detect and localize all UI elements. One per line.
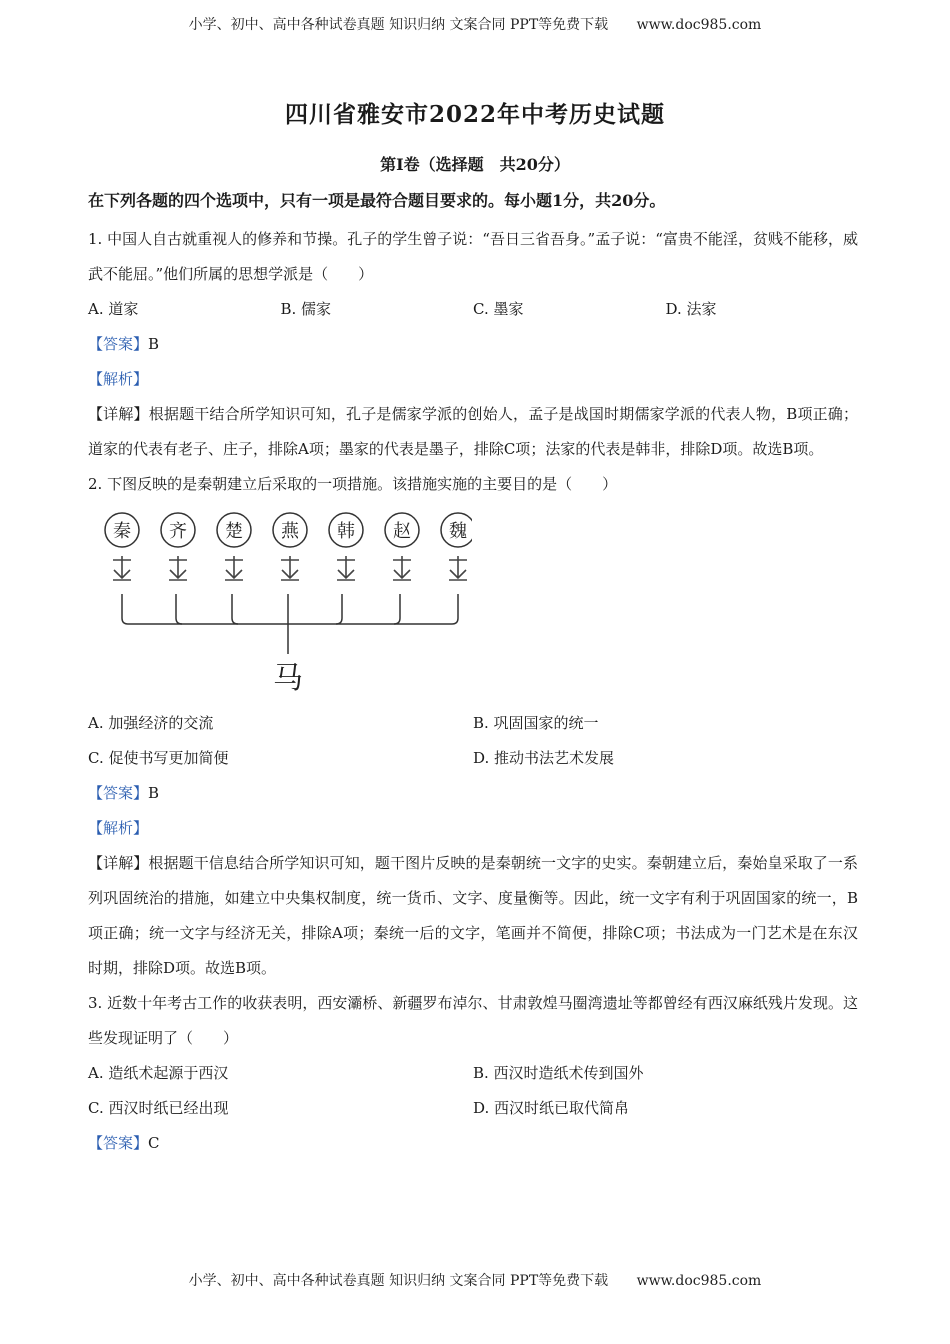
- page-footer: [0, 1270, 950, 1290]
- answer-value: B: [148, 335, 160, 353]
- question-2-stem: 2. 下图反映的是秦朝建立后采取的一项措施。该措施实施的主要目的是（ ）: [88, 475, 618, 493]
- question-1-answer: [88, 327, 858, 362]
- ancient-script-glyph: [393, 556, 411, 580]
- exam-title: 四川省雅安市2022年中考历史试题: [284, 101, 665, 128]
- state-name: 赵: [393, 521, 411, 542]
- option: D. 西汉时纸已取代简帛: [473, 1099, 630, 1117]
- analysis-label: 【解析】: [88, 370, 149, 388]
- question-2-options-row1: [88, 706, 858, 741]
- state-name: 韩: [337, 521, 355, 542]
- option: C. 促使书写更加简便: [88, 749, 229, 767]
- question-1-options: [88, 292, 858, 327]
- question-2-detail: [88, 846, 858, 986]
- question-3-stem: 3. 近数十年考古工作的收获表明，西安灞桥、新疆罗布淖尔、甘肃敦煌马圈湾遗址等都曾经有西汉麻纸残片发现。这些发现证明了（ ）: [88, 994, 858, 1047]
- option: B. 西汉时造纸术传到国外: [473, 1064, 644, 1082]
- question-1-detail: [88, 397, 858, 467]
- question-3-options-row1: [88, 1056, 858, 1091]
- page-header: [0, 14, 950, 34]
- question-3-answer: [88, 1126, 858, 1161]
- question-2-answer: [88, 776, 858, 811]
- question-1-analysis: [88, 362, 858, 397]
- ancient-script-glyph: [281, 556, 299, 580]
- option: A. 道家: [88, 300, 139, 318]
- question-3-options-row2: [88, 1091, 858, 1126]
- detail-text: 根据题干信息结合所学知识可知，题干图片反映的是秦朝统一文字的史实。秦朝建立后，秦始皇采取了一系列巩固统治的措施，如建立中央集权制度，统一货币、文字、度量衡等。因此，统一文字有利于巩固国家的统一，B项正确；统一文字与经济无关，排除A项；秦统一后的文字，笔画并不简便，排除C项；书法成为一门艺术是在东汉时期，排除D项。故选B项。: [88, 854, 858, 977]
- figure-svg: [92, 506, 472, 706]
- answer-label: 【答案】: [88, 1134, 149, 1152]
- questions-content: [88, 222, 858, 1161]
- ancient-script-glyph: [449, 556, 467, 580]
- state-name: 燕: [281, 521, 299, 542]
- question-2-analysis: [88, 811, 858, 846]
- detail-label: 【详解】: [88, 854, 149, 872]
- ancient-script-glyph: [337, 556, 355, 580]
- answer-value: C: [148, 1134, 160, 1152]
- state-name: 楚: [225, 521, 243, 542]
- state-name: 齐: [169, 521, 187, 542]
- answer-label: 【答案】: [88, 784, 149, 802]
- ancient-script-glyph: [169, 556, 187, 580]
- bracket-lines: [122, 594, 458, 654]
- question-1-stem: 1. 中国人自古就重视人的修养和节操。孔子的学生曾子说：“吾日三省吾身。”孟子说：“富贵不能淫，贫贱不能移，威武不能屈。”他们所属的思想学派是（ ）: [88, 230, 858, 283]
- option: A. 加强经济的交流: [88, 714, 214, 732]
- header-site-link[interactable]: www.doc985.com: [636, 17, 762, 33]
- option: B. 儒家: [280, 300, 332, 318]
- state-name: 魏: [449, 521, 467, 542]
- section-title: 第Ⅰ卷（选择题 共20分）: [380, 155, 570, 174]
- option: C. 西汉时纸已经出现: [88, 1099, 229, 1117]
- instruction: 在下列各题的四个选项中，只有一项是最符合题目要求的。每小题1分，共20分。: [88, 191, 666, 210]
- question-2-options-row2: [88, 741, 858, 776]
- option: C. 墨家: [473, 300, 524, 318]
- option: D. 法家: [665, 300, 717, 318]
- option: B. 巩固国家的统一: [473, 714, 599, 732]
- script-unification-figure: [92, 506, 472, 706]
- ancient-script-glyph: [113, 556, 131, 580]
- analysis-label: 【解析】: [88, 819, 149, 837]
- answer-value: B: [148, 784, 160, 802]
- footer-text: 小学、初中、高中各种试卷真题 知识归纳 文案合同 PPT等免费下载: [188, 1273, 609, 1289]
- unified-script-glyph: 马: [273, 661, 303, 696]
- detail-label: 【详解】: [88, 405, 149, 423]
- state-name: 秦: [113, 521, 131, 542]
- option: A. 造纸术起源于西汉: [88, 1064, 229, 1082]
- answer-label: 【答案】: [88, 335, 149, 353]
- detail-text: 根据题干结合所学知识可知，孔子是儒家学派的创始人，孟子是战国时期儒家学派的代表人物，B项正确；道家的代表有老子、庄子，排除A项；墨家的代表是墨子，排除C项；法家的代表是韩非，排除D项。故选B项。: [88, 405, 858, 458]
- header-text: 小学、初中、高中各种试卷真题 知识归纳 文案合同 PPT等免费下载: [188, 17, 609, 33]
- ancient-script-glyph: [225, 556, 243, 580]
- footer-site-link[interactable]: www.doc985.com: [636, 1273, 762, 1289]
- option: D. 推动书法艺术发展: [473, 749, 615, 767]
